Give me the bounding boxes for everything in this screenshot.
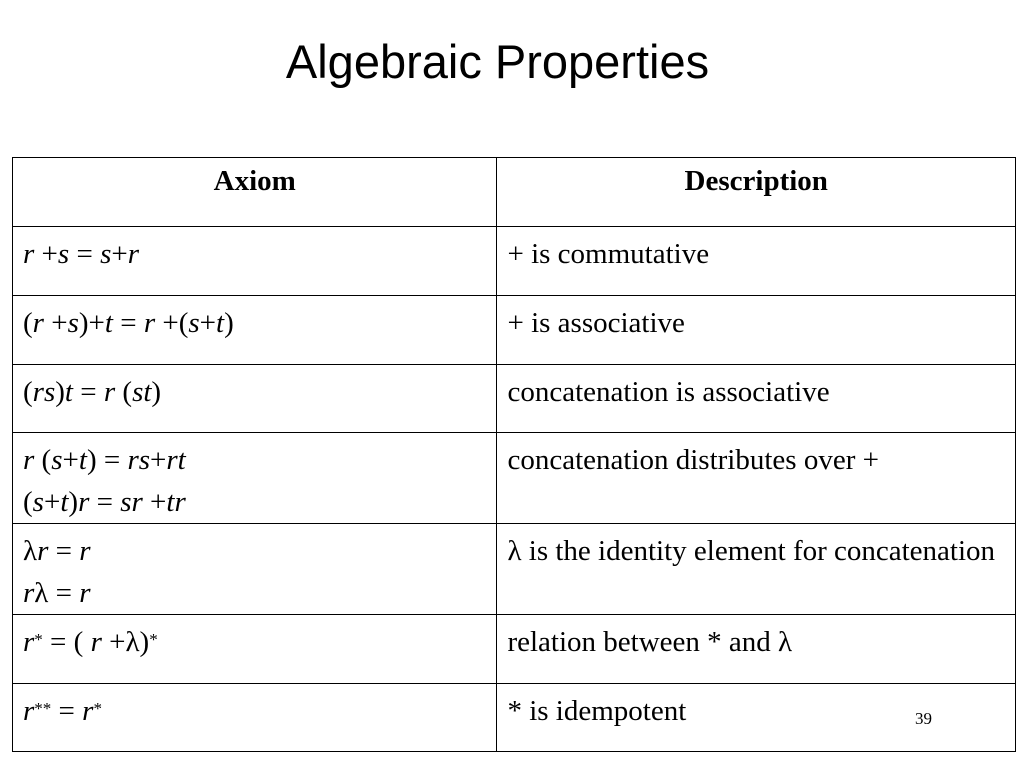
table-row (13, 524, 1016, 615)
description-cell: + is commutative (497, 227, 1016, 296)
description-cell: concatenation distributes over + (497, 433, 1016, 524)
axiom-cell (13, 433, 497, 524)
axiom-text: r** = r* (23, 695, 102, 727)
page-number: 39 (915, 709, 932, 728)
axiom-cell (13, 227, 497, 296)
axiom-text: r* = ( r +λ)* (23, 626, 158, 658)
table-row (13, 684, 1016, 752)
description-cell: relation between * and λ (497, 615, 1016, 684)
slide-title: Algebraic Properties (285, 35, 710, 88)
table-header-row (13, 158, 1016, 227)
table-row (13, 296, 1016, 365)
description-cell: concatenation is associative (497, 365, 1016, 433)
axiom-cell (13, 296, 497, 365)
table-row (13, 615, 1016, 684)
description-cell: * is idempotent (497, 684, 1016, 752)
axiom-cell (13, 524, 497, 615)
axiom-text: (r +s)+t = r +(s+t) (23, 307, 234, 339)
properties-table (12, 157, 1016, 752)
description-cell: λ is the identity element for concatenation (497, 524, 1016, 615)
axiom-cell (13, 684, 497, 752)
axiom-column-header: Axiom (13, 158, 497, 227)
table-row (13, 227, 1016, 296)
table-row (13, 433, 1016, 524)
axiom-cell (13, 365, 497, 433)
axiom-text: r (s+t) = rs+rt (23, 444, 186, 476)
axiom-text: r +s = s+r (23, 238, 140, 270)
axiom-text: rλ = r (23, 577, 91, 609)
axiom-text: λr = r (23, 535, 91, 567)
table-row (13, 365, 1016, 433)
axiom-cell (13, 615, 497, 684)
description-cell: + is associative (497, 296, 1016, 365)
axiom-text: (rs)t = r (st) (23, 376, 162, 408)
axiom-text: (s+t)r = sr +tr (23, 486, 186, 518)
description-column-header: Description (497, 158, 1016, 227)
